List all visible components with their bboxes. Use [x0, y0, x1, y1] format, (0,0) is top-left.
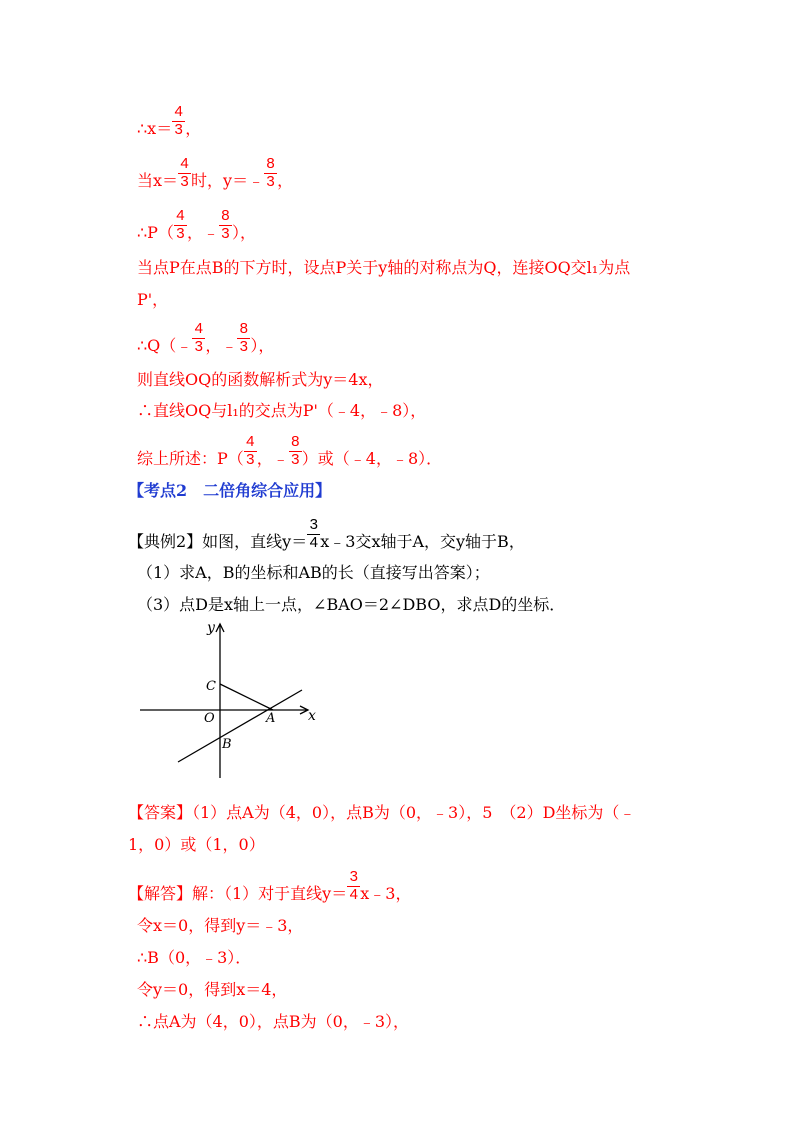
question-1: （1）求A，B的坐标和AB的长（直接写出答案）；	[137, 563, 490, 582]
line-below-b: 当点P在点B的下方时，设点P关于y轴的对称点为Q，连接OQ交l₁为点	[137, 258, 631, 277]
coordinate-figure	[130, 618, 320, 780]
label-y: y	[207, 620, 215, 636]
fraction-3-4: $\frac{3}{4}$	[307, 530, 320, 554]
solution-step-1: 令x＝0，得到y＝﹣3，	[137, 916, 304, 935]
fraction-4-3: $\frac{4}{3}$	[172, 117, 185, 141]
solution-step-4: ∴点A为（4，0），点B为（0，﹣3），	[137, 1012, 410, 1031]
example-statement: 【典例2】如图，直线y＝ $\frac{3}{4}$ x﹣3交x轴于A，交y轴于B，	[128, 530, 525, 554]
line-summary: 综上所述：P（ $\frac{4}{3}$ ，﹣ $\frac{8}{3}$ ）或（﹣4，﹣8）．	[137, 447, 442, 471]
fraction-4-3: $\frac{4}{3}$	[178, 169, 191, 193]
label-c: C	[206, 679, 216, 694]
fraction-8-3: $\frac{8}{3}$	[219, 221, 232, 245]
line-point-p: ∴P（ $\frac{4}{3}$ ，﹣ $\frac{8}{3}$ ），	[137, 221, 256, 245]
solution-statement: 【解答】解：（1）对于直线y＝ $\frac{3}{4}$ x﹣3，	[128, 882, 411, 906]
fraction-4-3: $\frac{4}{3}$	[174, 221, 187, 245]
label-x: x	[308, 708, 316, 724]
fraction-8-3: $\frac{8}{3}$	[264, 169, 277, 193]
answer-line-2: 1，0）或（1，0）	[128, 835, 265, 854]
label-a: A	[266, 711, 276, 726]
label-o: O	[204, 711, 215, 726]
fraction-8-3: $\frac{8}{3}$	[237, 334, 250, 358]
answer-line-1: 【答案】（1）点A为（4，0），点B为（0，﹣3），5 （2）D坐标为（﹣	[128, 803, 636, 822]
fraction-4-3: $\frac{4}{3}$	[192, 334, 205, 358]
line-x-value	[137, 103, 202, 141]
label-b: B	[222, 737, 232, 752]
text: ∴x＝	[137, 119, 173, 138]
solution-step-3: 令y＝0，得到x＝4，	[137, 980, 288, 999]
line-oq-equation: 则直线OQ的函数解析式为y＝4x，	[137, 370, 384, 389]
fraction-4-3: $\frac{4}{3}$	[244, 447, 257, 471]
solution-step-2: ∴B（0，﹣3）．	[137, 948, 252, 967]
line-point-q: ∴Q（﹣ $\frac{4}{3}$ ，﹣ $\frac{8}{3}$ ），	[137, 334, 274, 358]
fraction-8-3: $\frac{8}{3}$	[289, 447, 302, 471]
segment-ca	[220, 684, 273, 710]
fraction-3-4: $\frac{3}{4}$	[347, 882, 360, 906]
line-p-prime: P'，	[137, 290, 169, 309]
section-heading: 【考点2 二倍角综合应用】	[128, 481, 332, 500]
line-ab	[178, 690, 302, 762]
text: ，	[185, 119, 202, 138]
question-3: （3）点D是x轴上一点，∠BAO＝2∠DBO，求点D的坐标．	[137, 595, 566, 614]
line-intersection: ∴直线OQ与l₁的交点为P'（﹣4，﹣8），	[137, 401, 427, 420]
line-when-x: 当x＝ $\frac{4}{3}$ 时，y＝﹣ $\frac{8}{3}$ ，	[137, 169, 293, 193]
